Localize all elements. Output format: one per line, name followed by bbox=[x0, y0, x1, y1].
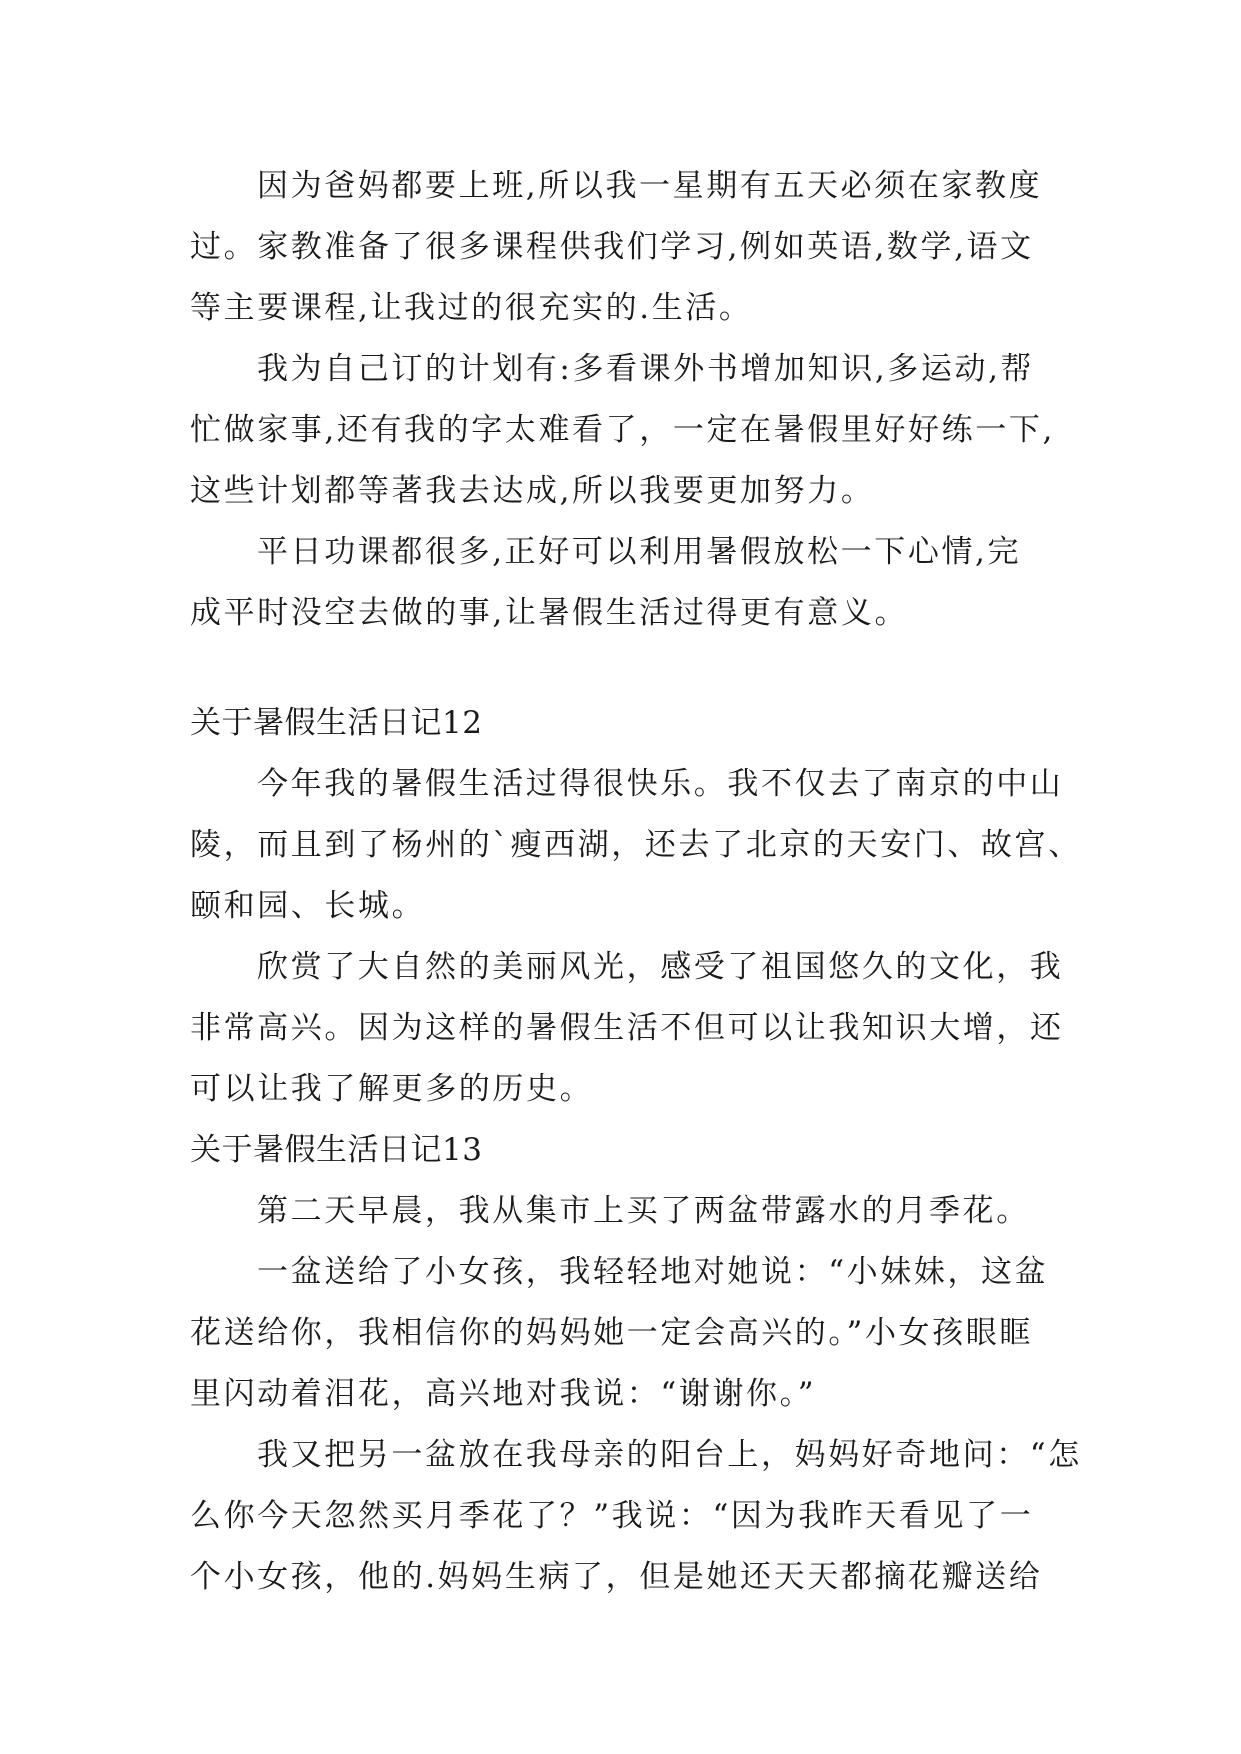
diary-heading-12: 关于暑假生活日记12 bbox=[190, 705, 483, 741]
paragraph-2-line-3: 这些计划都等著我去达成,所以我要更加努力。 bbox=[190, 473, 875, 509]
paragraph-8-line-1: 我又把另一盆放在我母亲的阳台上，妈妈好奇地问：“怎 bbox=[257, 1437, 1082, 1473]
paragraph-2-line-1: 我为自己订的计划有:多看课外书增加知识,多运动,帮 bbox=[257, 351, 1035, 387]
paragraph-4-line-1: 今年我的暑假生活过得很快乐。我不仅去了南京的中山 bbox=[257, 766, 1064, 802]
paragraph-2-line-2: 忙做家事,还有我的字太难看了，一定在暑假里好好练一下, bbox=[190, 412, 1055, 448]
paragraph-1-line-2: 过。家教准备了很多课程供我们学习,例如英语,数学,语文 bbox=[190, 229, 1034, 265]
paragraph-4-line-3: 颐和园、长城。 bbox=[190, 888, 426, 924]
paragraph-8-line-2: 么你今天忽然买月季花了？”我说：“因为我昨天看见了一 bbox=[190, 1498, 1034, 1534]
paragraph-3-line-1: 平日功课都很多,正好可以利用暑假放松一下心情,完 bbox=[257, 534, 1022, 570]
paragraph-7-line-1: 一盆送给了小女孩，我轻轻地对她说：“小妹妹，这盆 bbox=[257, 1254, 1049, 1290]
paragraph-5-line-1: 欣赏了大自然的美丽风光，感受了祖国悠久的文化，我 bbox=[257, 949, 1064, 985]
paragraph-7-line-3: 里闪动着泪花，高兴地对我说：“谢谢你。” bbox=[190, 1376, 817, 1412]
paragraph-1-line-3: 等主要课程,让我过的很充实的.生活。 bbox=[190, 290, 753, 326]
paragraph-5-line-3: 可以让我了解更多的历史。 bbox=[190, 1071, 594, 1107]
paragraph-5-line-2: 非常高兴。因为这样的暑假生活不但可以让我知识大增，还 bbox=[190, 1010, 1064, 1046]
paragraph-1-line-1: 因为爸妈都要上班,所以我一星期有五天必须在家教度 bbox=[257, 168, 1043, 204]
paragraph-6-line-1: 第二天早晨，我从集市上买了两盆带露水的月季花。 bbox=[257, 1193, 1030, 1229]
paragraph-3-line-2: 成平时没空去做的事,让暑假生活过得更有意义。 bbox=[190, 595, 909, 631]
paragraph-7-line-2: 花送给你，我相信你的妈妈她一定会高兴的。”小女孩眼眶 bbox=[190, 1315, 1033, 1351]
diary-heading-13: 关于暑假生活日记13 bbox=[190, 1132, 483, 1168]
paragraph-8-line-3: 个小女孩，他的.妈妈生病了，但是她还天天都摘花瓣送给 bbox=[190, 1559, 1043, 1595]
paragraph-4-line-2: 陵，而且到了杨州的`瘦西湖，还去了北京的天安门、故宫、 bbox=[190, 827, 1082, 863]
